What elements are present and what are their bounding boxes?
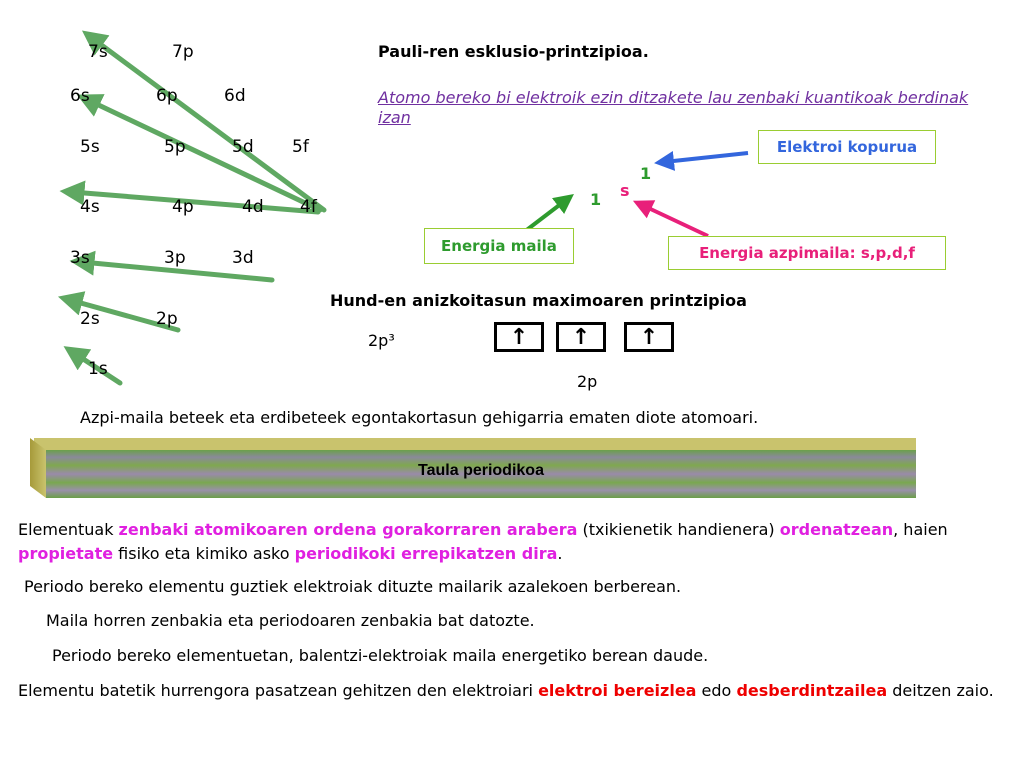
up-arrow-icon: ↑: [571, 324, 591, 350]
orbital-label-3p: 3p: [164, 248, 186, 268]
orbital-label-4p: 4p: [172, 197, 194, 217]
energy-level-label-box: [424, 228, 574, 264]
orbital-label-7p: 7p: [172, 42, 194, 62]
text-run: , haien: [893, 520, 948, 539]
hund-sublabel: 2p: [577, 372, 598, 391]
banner-title: Taula periodikoa: [418, 462, 544, 479]
periodic-line-3: Maila horren zenbakia eta periodoaren zenbakia bat datozte.: [46, 611, 535, 630]
arrow-to-sublevel: [642, 205, 708, 236]
energy-level-value: 1: [590, 190, 602, 209]
periodic-paragraph-5: [18, 679, 1018, 703]
electron-count-label: Elektroi kopurua: [776, 138, 918, 156]
highlight-distinguishing-electron: elektroi bereizlea: [538, 681, 697, 700]
orbital-label-5s: 5s: [80, 137, 100, 157]
text-run: fisiko eta kimiko asko: [113, 544, 295, 563]
orbital-label-2p: 2p: [156, 309, 178, 329]
highlight-properties: propietate: [18, 544, 114, 563]
arrow-4f-4s: [72, 192, 318, 212]
orbital-box-2: [556, 322, 606, 352]
orbital-label-6s: 6s: [70, 86, 90, 106]
highlight-periodic-repeat: periodikoki errepikatzen dira: [294, 544, 558, 563]
periodic-line-2: Periodo bereko elementu guztiek elektroiak dituzte mailarik azalekoen berberean.: [24, 577, 682, 596]
text-run: (txikienetik handienera): [577, 520, 780, 539]
orbital-label-7s: 7s: [88, 42, 108, 62]
orbital-label-1s: 1s: [88, 359, 108, 379]
hund-title: Hund-en anizkoitasun maximoaren printzipioa: [330, 291, 747, 310]
orbital-label-5d: 5d: [232, 137, 254, 157]
orbital-label-4s: 4s: [80, 197, 100, 217]
orbital-label-6p: 6p: [156, 86, 178, 106]
arrow-7p-7s: [92, 38, 324, 210]
highlight-ordering: ordenatzean: [779, 520, 894, 539]
banner-top-face: [34, 438, 916, 450]
orbital-label-5p: 5p: [164, 137, 186, 157]
highlight-differentiating: desberdintzailea: [736, 681, 888, 700]
stability-note: Azpi-maila beteek eta erdibeteek egontakortasun gehigarria ematen diote atomoari.: [80, 408, 759, 427]
highlight-atomic-order: zenbaki atomikoaren ordena gorakorraren arabera: [118, 520, 578, 539]
periodic-line-4: Periodo bereko elementuetan, balentzi-elektroiak maila energetiko berean daude.: [52, 646, 709, 665]
sublevel-value: s: [620, 181, 630, 200]
orbital-label-3s: 3s: [70, 248, 90, 268]
up-arrow-icon: ↑: [639, 324, 659, 350]
sublevel-label-box: [668, 236, 946, 270]
orbital-box-1: [494, 322, 544, 352]
orbital-label-5f: 5f: [292, 137, 309, 157]
orbital-label-3d: 3d: [232, 248, 254, 268]
text-run: Elementu batetik hurrengora pasatzean gehitzen den elektroiari: [18, 681, 539, 700]
orbital-label-2s: 2s: [80, 309, 100, 329]
pauli-title: Pauli-ren esklusio-printzipioa.: [378, 42, 649, 61]
electron-count-label-box: [758, 130, 936, 164]
orbital-label-4f: 4f: [300, 197, 317, 217]
energy-level-label: Energia maila: [441, 237, 557, 255]
orbital-label-6d: 6d: [224, 86, 246, 106]
pauli-statement: Atomo bereko bi elektroik ezin ditzakete lau zenbaki kuantikoak berdinak izan: [378, 88, 969, 127]
orbital-label-4d: 4d: [242, 197, 264, 217]
text-run: edo: [696, 681, 737, 700]
electron-count-value: 1: [640, 164, 652, 183]
hund-config: 2p³: [368, 331, 395, 350]
text-run: .: [557, 544, 563, 563]
text-run: Elementuak: [18, 520, 119, 539]
periodic-paragraph-1: [18, 518, 1018, 566]
up-arrow-icon: ↑: [509, 324, 529, 350]
text-run: deitzen zaio.: [887, 681, 994, 700]
sublevel-label: Energia azpimaila: s,p,d,f: [699, 244, 915, 262]
arrow-to-count: [664, 153, 748, 162]
orbital-box-3: [624, 322, 674, 352]
arrow-5f-5s: [88, 100, 320, 210]
